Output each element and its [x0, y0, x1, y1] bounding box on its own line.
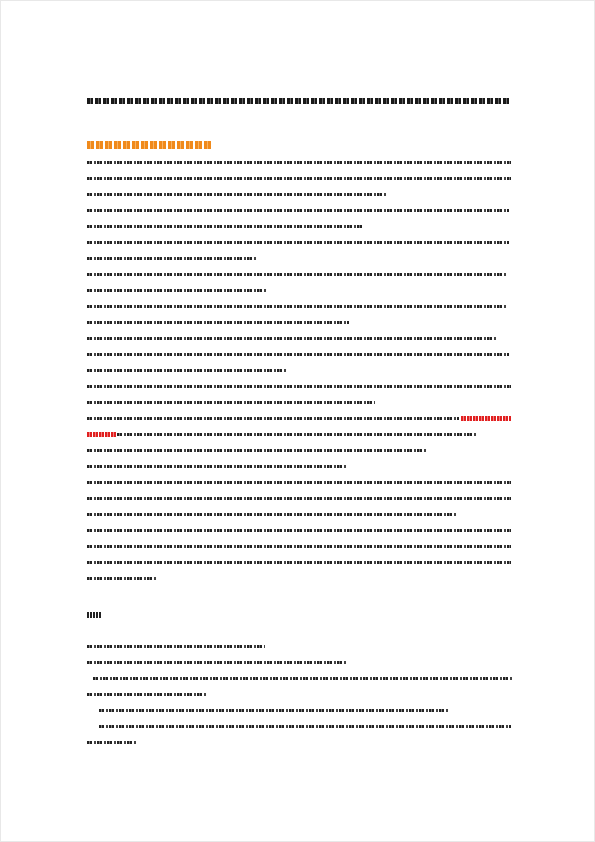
body-line [87, 481, 511, 484]
body-line [87, 401, 375, 404]
body-line [87, 417, 459, 420]
list-item [87, 693, 207, 696]
body-line [87, 561, 511, 564]
list-item [87, 661, 347, 664]
body-line [87, 305, 507, 308]
body-line [87, 497, 511, 500]
body-line [87, 257, 257, 260]
body-line [87, 225, 362, 228]
highlighted-text [87, 432, 117, 437]
section-heading-text [87, 137, 88, 138]
section-heading [87, 137, 211, 153]
title-text-illegible [87, 98, 511, 104]
section-heading-text-illegible [87, 141, 211, 149]
list-item [99, 709, 449, 712]
body-line [87, 289, 267, 292]
body-line [87, 209, 509, 212]
body-line [87, 545, 511, 548]
body-line [87, 193, 387, 196]
body-line [87, 321, 349, 324]
body-line [87, 273, 507, 276]
list-item [99, 725, 511, 728]
note-label [87, 612, 101, 618]
body-line [87, 433, 477, 436]
body-line [87, 161, 511, 164]
body-line [87, 369, 287, 372]
body-line [87, 529, 511, 532]
body-line [87, 577, 157, 580]
body-line [87, 513, 457, 516]
body-line [87, 385, 511, 388]
highlighted-text [461, 416, 511, 421]
title-text [87, 89, 88, 90]
body-line [87, 337, 497, 340]
highlight-text [87, 593, 88, 594]
body-line [87, 465, 347, 468]
list-item [87, 645, 265, 648]
list-item [93, 677, 513, 680]
body-paragraphs [87, 161, 513, 593]
body-line [87, 177, 511, 180]
note-label-text [87, 612, 88, 613]
reference-list [87, 645, 513, 757]
body-line [87, 353, 509, 356]
body-line [87, 449, 427, 452]
document-title [87, 89, 511, 111]
body-line [87, 241, 509, 244]
list-item [87, 741, 137, 744]
